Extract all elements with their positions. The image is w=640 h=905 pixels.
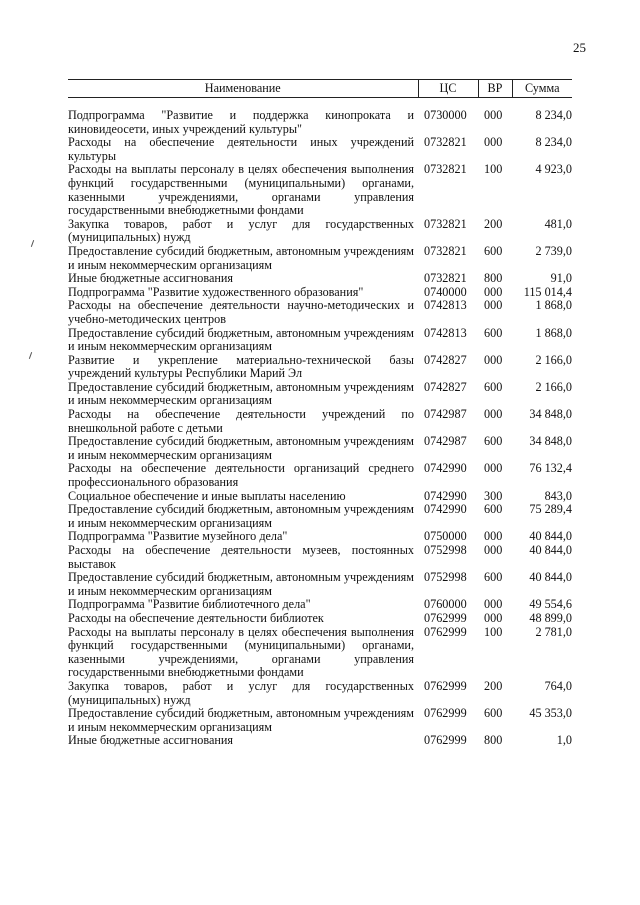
cell-sum: 49 554,6: [529, 597, 572, 612]
cell-sum: 8 234,0: [535, 108, 572, 122]
table-header-row: [68, 80, 572, 98]
cell-cs: 0752998: [424, 543, 467, 557]
cell-name: Подпрограмма "Развитие музейного дела": [68, 529, 288, 544]
cell-sum: 2 166,0: [535, 379, 572, 394]
cell-vr: 800: [484, 733, 503, 748]
cell-name: Расходы на обеспечение деятельности научно-методических и учебно-методических центров: [68, 298, 414, 326]
header-sum: Сумма: [512, 80, 572, 98]
cell-vr: 800: [484, 271, 503, 286]
cell-cs: 0762999: [424, 678, 467, 693]
cell-cs: 0732821: [424, 135, 467, 150]
cell-cs: 0762999: [424, 610, 467, 625]
table-row: [68, 136, 572, 163]
table-row: [68, 734, 572, 748]
cell-cs: 0762999: [424, 733, 467, 748]
cell-vr: 600: [484, 502, 503, 517]
cell-sum: 843,0: [544, 488, 572, 503]
cell-sum: 48 899,0: [529, 610, 572, 625]
cell-vr: 000: [484, 543, 503, 557]
cell-sum: 34 848,0: [529, 407, 572, 422]
cell-cs: 0742987: [424, 407, 467, 422]
cell-cs: 0742827: [424, 352, 467, 367]
margin-mark: [29, 352, 32, 359]
cell-cs: 0742990: [424, 461, 467, 476]
table-row: [68, 218, 572, 245]
cell-sum: 91,0: [550, 271, 572, 286]
cell-cs: 0732821: [424, 243, 467, 258]
header-vr: ВР: [478, 80, 512, 98]
cell-name: Предоставление субсидий бюджетным, автономным учреждениям и иным некоммерческим организациям: [68, 325, 414, 354]
cell-cs: 0760000: [424, 597, 467, 612]
cell-sum: 75 289,4: [529, 502, 572, 517]
cell-cs: 0740000: [424, 284, 467, 299]
cell-vr: 100: [484, 624, 503, 639]
cell-vr: 600: [484, 325, 503, 340]
table-row: [68, 530, 572, 544]
cell-vr: 200: [484, 216, 503, 231]
table-row: [68, 272, 572, 286]
table-row: [68, 299, 572, 326]
cell-sum: 2 781,0: [535, 624, 572, 639]
cell-vr: 000: [484, 284, 503, 299]
cell-cs: 0752998: [424, 570, 467, 585]
cell-vr: 000: [484, 407, 503, 422]
table-row: [68, 435, 572, 462]
cell-vr: 600: [484, 706, 503, 721]
cell-vr: 600: [484, 434, 503, 449]
cell-vr: 300: [484, 488, 503, 503]
cell-name: Подпрограмма "Развитие и поддержка кинопроката и киновидеосети, иных учреждений культуры": [68, 108, 414, 136]
cell-sum: 40 844,0: [529, 570, 572, 585]
page-number: 25: [573, 40, 586, 55]
cell-name: Расходы на выплаты персоналу в целях обеспечения выполнения функций государственными (муниципальными) органами, казенными учреждениями, органами управления государственными внебюджетными фондами: [68, 624, 414, 680]
table-row: [68, 327, 572, 354]
cell-sum: 4 923,0: [535, 162, 572, 177]
cell-sum: 40 844,0: [529, 529, 572, 544]
cell-sum: 2 166,0: [535, 352, 572, 367]
cell-name: Подпрограмма "Развитие библиотечного дела": [68, 597, 311, 612]
cell-cs: 0762999: [424, 706, 467, 721]
cell-sum: 2 739,0: [535, 243, 572, 258]
cell-sum: 1,0: [556, 733, 572, 748]
cell-vr: 000: [484, 135, 503, 150]
table-row: [68, 612, 572, 626]
cell-name: Предоставление субсидий бюджетным, автономным учреждениям и иным некоммерческим организациям: [68, 243, 414, 272]
cell-sum: 76 132,4: [529, 461, 572, 476]
cell-name: Предоставление субсидий бюджетным, автономным учреждениям и иным некоммерческим организациям: [68, 706, 414, 734]
cell-name: Расходы на обеспечение деятельности организаций среднего профессионального образования: [68, 461, 414, 490]
cell-cs: 0742813: [424, 325, 467, 340]
cell-sum: 40 844,0: [529, 543, 572, 557]
cell-vr: 200: [484, 678, 503, 693]
cell-vr: 600: [484, 379, 503, 394]
cell-sum: 764,0: [544, 678, 572, 693]
cell-name: Развитие и укрепление материально-технической базы учреждений культуры Республики Марий Эл: [68, 352, 414, 381]
cell-cs: 0742990: [424, 502, 467, 517]
cell-sum: 1 868,0: [535, 298, 572, 313]
cell-cs: 0762999: [424, 624, 467, 639]
cell-cs: 0742987: [424, 434, 467, 449]
cell-cs: 0732821: [424, 216, 467, 231]
cell-sum: 45 353,0: [529, 706, 572, 721]
cell-name: Расходы на обеспечение деятельности музеев, постоянных выставок: [68, 543, 414, 571]
cell-cs: 0742827: [424, 379, 467, 394]
cell-vr: 000: [484, 108, 503, 122]
cell-vr: 600: [484, 570, 503, 585]
table-row: [68, 109, 572, 136]
table-row: [68, 544, 572, 571]
cell-name: Предоставление субсидий бюджетным, автономным учреждениям и иным некоммерческим организациям: [68, 434, 414, 462]
cell-name: Расходы на обеспечение деятельности иных учреждений культуры: [68, 135, 414, 163]
table-row: [68, 381, 572, 408]
cell-vr: 000: [484, 298, 503, 313]
cell-name: Расходы на обеспечение деятельности учреждений по внешкольной работе с детьми: [68, 407, 414, 435]
cell-cs: 0750000: [424, 529, 467, 544]
table-row: [68, 598, 572, 612]
cell-name: Предоставление субсидий бюджетным, автономным учреждениям и иным некоммерческим организациям: [68, 570, 414, 598]
table-row: [68, 354, 572, 381]
cell-sum: 115 014,4: [523, 284, 572, 299]
margin-mark: [31, 240, 34, 247]
cell-cs: 0732821: [424, 162, 467, 177]
table-row: [68, 707, 572, 734]
cell-sum: 8 234,0: [535, 135, 572, 150]
cell-cs: 0742990: [424, 488, 467, 503]
cell-name: Иные бюджетные ассигнования: [68, 271, 234, 286]
table-row: [68, 245, 572, 272]
table-row: [68, 408, 572, 435]
header-cs: ЦС: [418, 80, 478, 98]
cell-vr: 000: [484, 352, 503, 367]
table-row: [68, 462, 572, 489]
cell-name: Расходы на обеспечение деятельности библиотек: [68, 610, 324, 625]
cell-name: Закупка товаров, работ и услуг для государственных (муниципальных) нужд: [68, 678, 414, 707]
cell-name: Подпрограмма "Развитие художественного образования": [68, 284, 364, 299]
cell-name: Социальное обеспечение и иные выплаты населению: [68, 488, 346, 503]
table-row: [68, 571, 572, 598]
cell-vr: 100: [484, 162, 503, 177]
table-row: [68, 626, 572, 680]
cell-sum: 1 868,0: [535, 325, 572, 340]
cell-vr: 600: [484, 243, 503, 258]
cell-cs: 0732821: [424, 271, 467, 286]
cell-vr: 000: [484, 529, 503, 544]
cell-vr: 000: [484, 461, 503, 476]
table-row: [68, 286, 572, 300]
table-row: [68, 163, 572, 217]
budget-table-container: [68, 79, 572, 748]
cell-vr: 000: [484, 597, 503, 612]
cell-cs: 0742813: [424, 298, 467, 313]
cell-sum: 481,0: [544, 216, 572, 231]
cell-name: Расходы на выплаты персоналу в целях обеспечения выполнения функций государственными (муниципальными) органами, казенными учреждениями, органами управления государственными внебюджетными фондами: [68, 162, 414, 218]
cell-cs: 0730000: [424, 108, 467, 122]
cell-name: Предоставление субсидий бюджетным, автономным учреждениям и иным некоммерческим организациям: [68, 502, 414, 530]
cell-name: Закупка товаров, работ и услуг для государственных (муниципальных) нужд: [68, 216, 414, 245]
cell-vr: 000: [484, 610, 503, 625]
header-name: Наименование: [68, 80, 418, 98]
cell-name: Предоставление субсидий бюджетным, автономным учреждениям и иным некоммерческим организациям: [68, 379, 414, 408]
table-body: [68, 98, 572, 748]
budget-table: [68, 79, 572, 748]
table-row: [68, 490, 572, 504]
cell-sum: 34 848,0: [529, 434, 572, 449]
table-row: [68, 503, 572, 530]
table-row: [68, 680, 572, 707]
cell-name: Иные бюджетные ассигнования: [68, 733, 234, 748]
